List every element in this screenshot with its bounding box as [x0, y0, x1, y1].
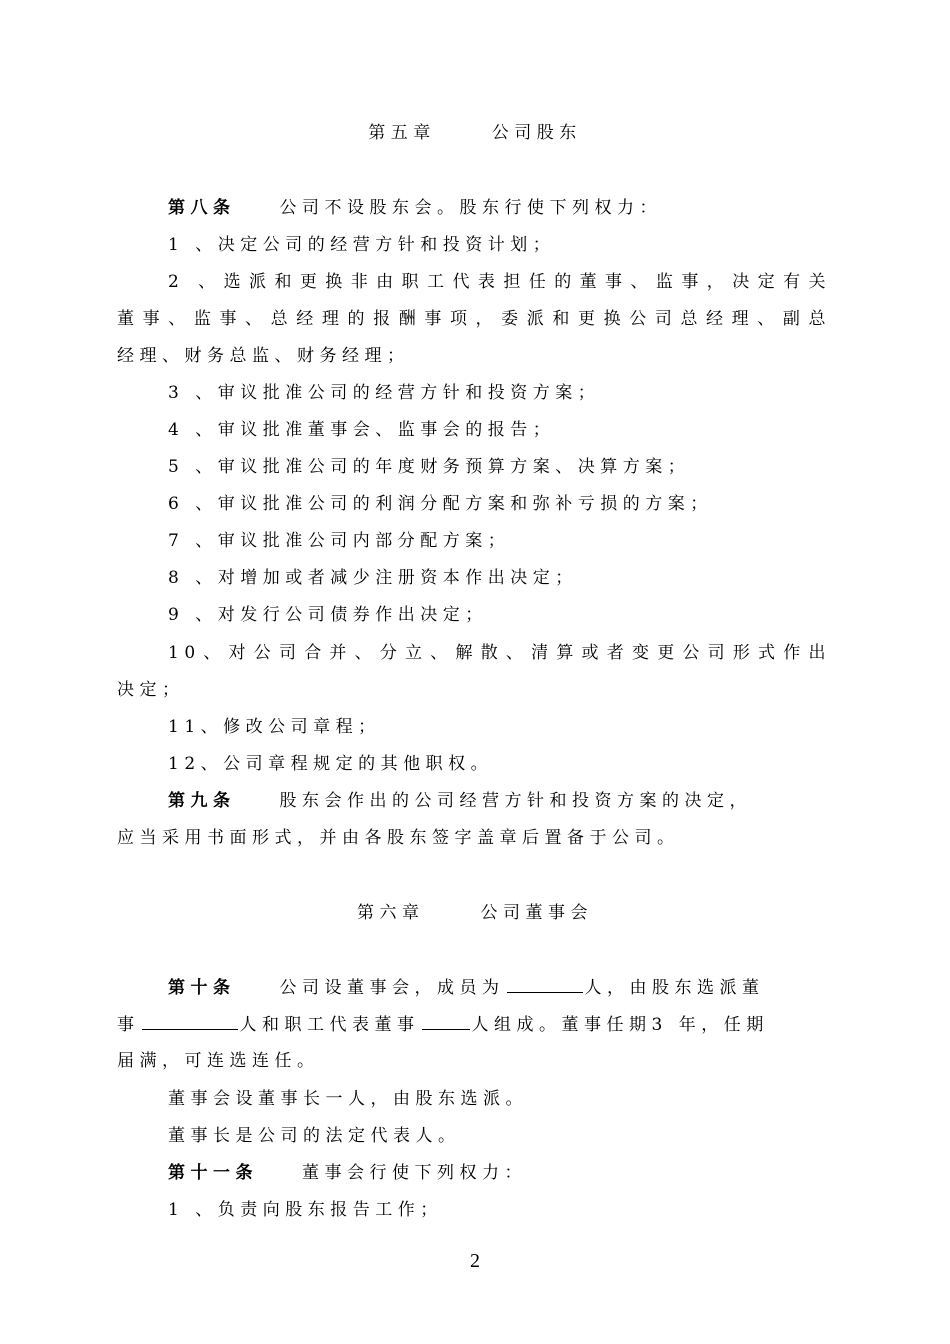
list-item: 9 、对发行公司债券作出决定；	[168, 605, 488, 625]
chapter-number: 第六章	[357, 903, 425, 923]
list-item: 10、对公司合并、分立、解散、清算或者变更公司形式作出	[168, 643, 831, 663]
article-9	[168, 790, 831, 812]
list-item-continued: 经理、财务总监、财务经理；	[117, 346, 410, 366]
article-10-line-2	[117, 1013, 769, 1036]
article-label: 第十条	[168, 978, 236, 998]
article-label: 第十一条	[168, 1163, 258, 1183]
article-text: 公司设董事会，成员为	[279, 978, 505, 998]
list-item-continued: 决定；	[117, 680, 185, 700]
article-text: 股东会作出的公司经营方针和投资方案的决定，	[279, 791, 752, 811]
article-text: 人和职工代表董事	[239, 1015, 420, 1035]
list-item-continued: 董事、监事、总经理的报酬事项，委派和更换公司总经理、副总	[117, 309, 831, 329]
chapter-title: 公司股东	[491, 123, 582, 143]
article-8-intro	[168, 197, 662, 219]
chapter-6-heading	[0, 902, 950, 924]
article-10	[168, 976, 765, 999]
list-item: 8 、对增加或者减少注册资本作出决定；	[168, 568, 578, 588]
list-item: 11、修改公司章程；	[168, 717, 381, 737]
fill-blank-shareholder-directors[interactable]	[142, 1013, 238, 1030]
list-item: 7 、审议批准公司内部分配方案；	[168, 531, 511, 551]
article-label: 第九条	[168, 791, 236, 811]
article-11-intro	[168, 1162, 527, 1184]
fill-blank-members[interactable]	[507, 976, 583, 993]
article-text: 人组成。董事任期3 年，任期	[471, 1015, 769, 1035]
list-item: 3 、审议批准公司的经营方针和投资方案；	[168, 383, 601, 403]
chapter-number: 第五章	[368, 123, 436, 143]
list-item: 1 、负责向股东报告工作；	[168, 1200, 443, 1220]
article-text: 公司不设股东会。股东行使下列权力：	[279, 198, 662, 218]
list-item: 1 、决定公司的经营方针和投资计划；	[168, 235, 556, 255]
article-text-continued: 应当采用书面形式，并由各股东签字盖章后置备于公司。	[117, 828, 680, 848]
chapter-5-heading	[0, 122, 950, 144]
list-item: 12、公司章程规定的其他职权。	[168, 754, 494, 774]
page-number: 2	[470, 1250, 480, 1272]
list-item: 2 、选派和更换非由职工代表担任的董事、监事，决定有关	[168, 272, 831, 292]
article-text: 董事会行使下列权力：	[302, 1163, 527, 1183]
paragraph: 董事长是公司的法定代表人。	[168, 1126, 461, 1146]
article-label: 第八条	[168, 198, 236, 218]
list-item: 6 、审议批准公司的利润分配方案和弥补亏损的方案；	[168, 494, 713, 514]
article-text: 事	[117, 1015, 140, 1035]
list-item: 5 、审议批准公司的年度财务预算方案、决算方案；	[168, 457, 691, 477]
fill-blank-employee-directors[interactable]	[422, 1013, 470, 1030]
paragraph: 董事会设董事长一人，由股东选派。	[168, 1089, 528, 1109]
article-text-continued: 届满，可连选连任。	[117, 1051, 320, 1071]
chapter-title: 公司董事会	[480, 903, 593, 923]
article-text: 人，由股东选派董	[584, 978, 765, 998]
list-item: 4 、审议批准董事会、监事会的报告；	[168, 420, 556, 440]
